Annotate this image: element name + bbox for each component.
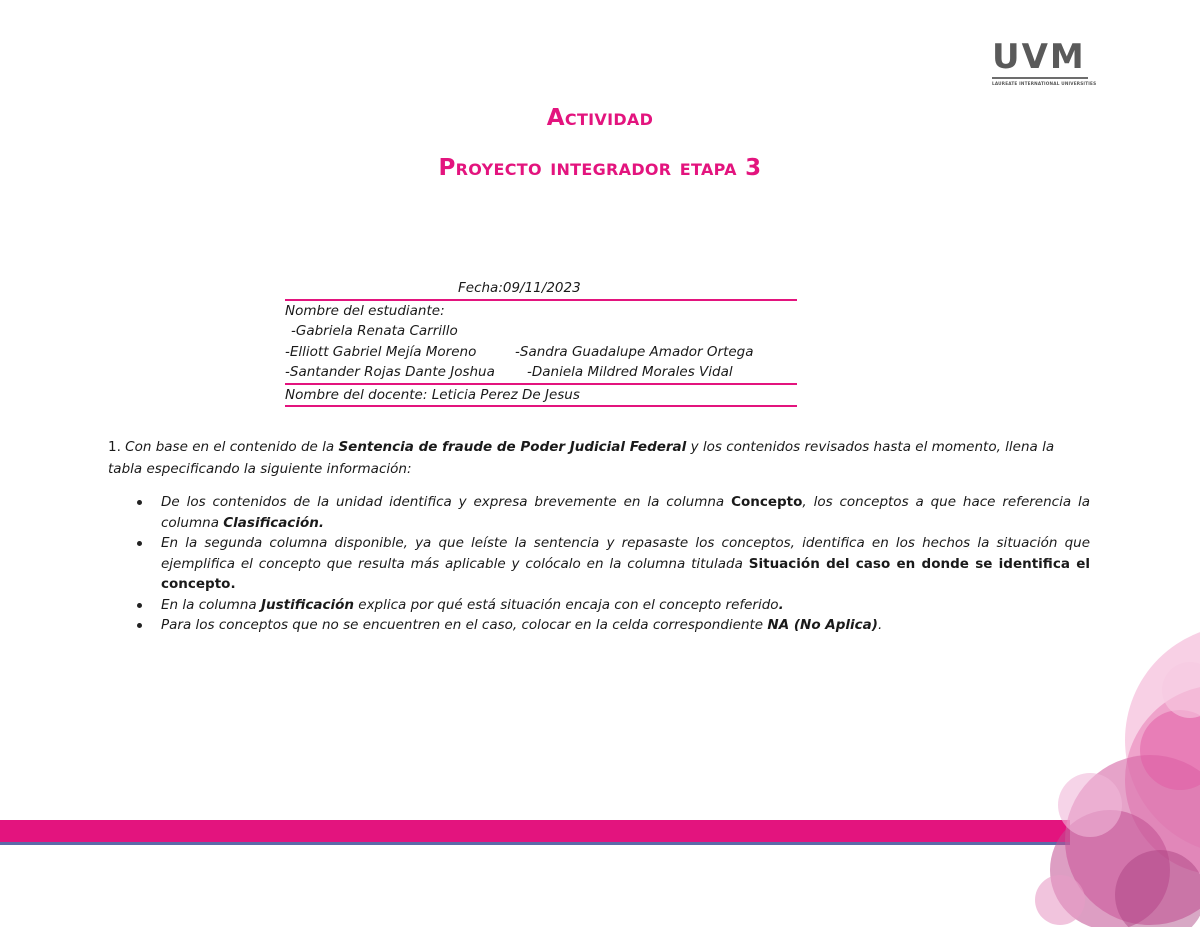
bullet-text: explica por qué está situación encaja con el concepto referido	[353, 596, 779, 613]
project-title: Proyecto integrador etapa 3	[438, 155, 762, 181]
student-name-4: -Santander Rojas Dante Joshua	[285, 364, 495, 380]
bullet-icon	[137, 541, 142, 546]
list-item	[135, 533, 1090, 595]
student-name-3: -Sandra Guadalupe Amador Ortega	[515, 343, 754, 360]
teacher-label: Nombre del docente:	[285, 386, 428, 403]
teacher-underline	[285, 405, 797, 407]
bullet-icon	[137, 603, 142, 608]
date-field: Fecha:09/11/2023	[458, 280, 581, 296]
bullet-text: En la columna	[161, 596, 261, 613]
logo-text: UVM	[992, 37, 1086, 77]
bullet-text: En la segunda columna disponible, ya que leíste la sentencia y repasaste los conceptos, identifica en los hechos la situación que ejemplifica el concepto que resulta más aplicable y colócalo en la columna titulada	[161, 535, 1090, 572]
bullet-text: , los conceptos a que hace referencia la columna	[161, 494, 1090, 531]
list-item	[135, 615, 1090, 636]
bullet-icon	[137, 623, 142, 628]
intro-sentence-ref: Sentencia de fraude de Poder Judicial Federal	[338, 439, 687, 455]
activity-title: Actividad	[546, 105, 654, 131]
bullet-bold: .	[778, 596, 784, 613]
uvm-logo	[992, 37, 1097, 86]
students-label: Nombre del estudiante:	[285, 302, 445, 319]
bullet-text: Para los conceptos que no se encuentren en el caso, colocar en la celda correspondiente	[161, 617, 768, 633]
student-row-3	[285, 362, 797, 383]
bullet-bold: Concepto	[731, 494, 803, 510]
instructions-list	[135, 492, 1090, 636]
list-item	[135, 492, 1090, 533]
logo-subtitle: LAUREATE INTERNATIONAL UNIVERSITIES	[992, 81, 1097, 86]
bullet-icon	[137, 500, 142, 505]
footer-band	[0, 820, 1070, 845]
bullet-text: De los contenidos de la unidad identifica y expresa brevemente en la columna	[161, 494, 732, 510]
bullet-bold: Clasificación.	[223, 514, 324, 531]
teacher-row	[285, 385, 797, 406]
list-item	[135, 595, 1090, 616]
student-info-block	[285, 278, 797, 407]
intro-text-2: y los contenidos revisados hasta el momento, llena la tabla especificando la siguiente información:	[108, 439, 1055, 477]
bullet-bold: Situación del caso en donde se identifica el concepto.	[161, 555, 1090, 592]
student-name-2: -Elliott Gabriel Mejía Moreno	[285, 343, 477, 360]
instructions-paragraph	[108, 436, 1068, 480]
intro-number: 1.	[108, 439, 121, 455]
bullet-bold: NA (No Aplica)	[767, 617, 878, 633]
logo-divider	[992, 77, 1088, 79]
decorative-circles	[1030, 630, 1200, 927]
student-name-5: -Daniela Mildred Morales Vidal	[527, 364, 733, 380]
bullet-bold: Justificación	[260, 596, 354, 613]
teacher-name: Leticia Perez De Jesus	[427, 386, 580, 403]
intro-text-1: Con base en el contenido de la	[120, 439, 339, 455]
bullet-text: .	[877, 617, 883, 633]
student-name-1: -Gabriela Renata Carrillo	[291, 323, 458, 339]
student-row-2	[285, 342, 797, 363]
